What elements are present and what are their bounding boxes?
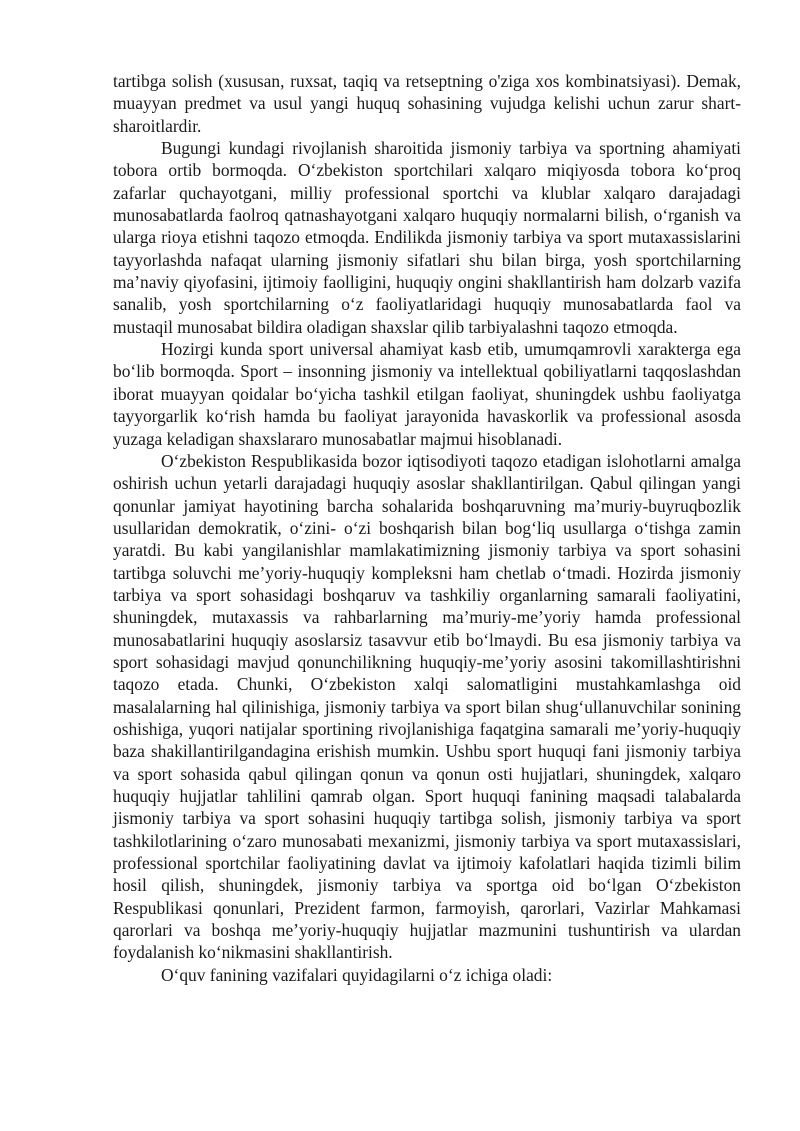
paragraph-5: O‘quv fanining vazifalari quyidagilarni o‘z ichiga oladi: xyxy=(161,964,553,985)
paragraph-3: Hozirgi kunda sport universal ahamiyat kasb etib, umumqamrovli xarakterga ega bo‘lib bormoqda. Sport – insonning jismoniy va intellektual qobiliyatlarni taqqoslashdan iborat muayyan qoidalar bo‘yicha tashkil etilgan faoliyat, shuningdek ushbu faoliyatga tayyorgarlik ko‘rish hamda bu faoliyat jarayonida havaskorlik va professional asosda yuzaga keladigan shaxslararo munosabatlar majmui hisoblanadi. xyxy=(113,339,741,449)
document-page xyxy=(113,70,741,986)
paragraph-1: tartibga solish (xususan, ruxsat, taqiq va retseptning o'ziga xos kombinatsiyasi). Demak, muayyan predmet va usul yangi huquq sohasining vujudga kelishi uchun zarur shart-sharoitlardir. xyxy=(113,71,741,136)
paragraph-2: Bugungi kundagi rivojlanish sharoitida jismoniy tarbiya va sportning ahamiyati tobora ortib bormoqda. O‘zbekiston sportchilari xalqaro miqiyosda tobora ko‘proq zafarlar quchayotgani, milliy professional sportchi va klublar xalqaro darajadagi munosabatlarda faolroq qatnashayotgani xalqaro huquqiy normalarni bilish, o‘rganish va ularga rioya etishni taqozo etmoqda. Endilikda jismoniy tarbiya va sport mutaxassislarini tayyorlashda nafaqat ularning jismoniy sifatlari shu bilan birga, yosh sportchilarning ma’naviy qiyofasini, ijtimoiy faolligini, huquqiy ongini shakllantirish ham dolzarb vazifa sanalib, yosh sportchilarning o‘z faoliyatlaridagi huquqiy munosabatlarda faol va mustaqil munosabat bildira oladigan shaxslar qilib tarbiyalashni taqozo etmoqda. xyxy=(113,138,741,337)
paragraph-4: O‘zbekiston Respublikasida bozor iqtisodiyoti taqozo etadigan islohotlarni amalga oshirish uchun yetarli darajadagi huquqiy asoslar shakllantirilgan. Qabul qilingan yangi qonunlar jamiyat hayotining barcha sohalarida boshqaruvning ma’muriy-buyruqbozlik usullaridan demokratik, o‘zini- o‘zi boshqarish bilan bog‘liq usullarga o‘tishga zamin yaratdi. Bu kabi yangilanishlar mamlakatimizning jismoniy tarbiya va sport sohasini tartibga soluvchi me’yoriy-huquqiy kompleksni ham chetlab o‘tmadi. Hozirda jismoniy tarbiya va sport sohasidagi boshqaruv va tashkiliy organlarning samarali faoliyatini, shuningdek, mutaxassis va rahbarlarning ma’muriy-me’yoriy hamda professional munosabatlarini huquqiy asoslarsiz tasavvur etib bo‘lmaydi. Bu esa jismoniy tarbiya va sport sohasidagi mavjud qonunchilikning huquqiy-me’yoriy asosini takomillashtirishni taqozo etada. Chunki, O‘zbekiston xalqi salomatligini mustahkamlashga oid masalalarning hal qilinishiga, jismoniy tarbiya va sport bilan shug‘ullanuvchilar sonining oshishiga, yuqori natijalar sportining rivojlanishiga faqatgina samarali me’yoriy-huquqiy baza shakillantirilgandagina erishish mumkin. Ushbu sport huquqi fani jismoniy tarbiya va sport sohasida qabul qilingan qonun va qonun osti hujjatlari, shuningdek, xalqaro huquqiy hujjatlar tahlilini qamrab olgan. Sport huquqi fanining maqsadi talabalarda jismoniy tarbiya va sport sohasini huquqiy tartibga solish, jismoniy tarbiya va sport tashkilotlarining o‘zaro munosabati mexanizmi, jismoniy tarbiya va sport mutaxassislari, professional sportchilar faoliyatining davlat va ijtimoiy kafolatlari haqida tizimli bilim hosil qilish, shuningdek, jismoniy tarbiya va sportga oid bo‘lgan O‘zbekiston Respublikasi qonunlari, Prezident farmon, farmoyish, qarorlari, Vazirlar Mahkamasi qarorlari va boshqa me’yoriy-huquqiy hujjatlar mazmunini tushuntirish va ulardan foydalanish ko‘nikmasini shakllantirish. xyxy=(113,450,741,963)
